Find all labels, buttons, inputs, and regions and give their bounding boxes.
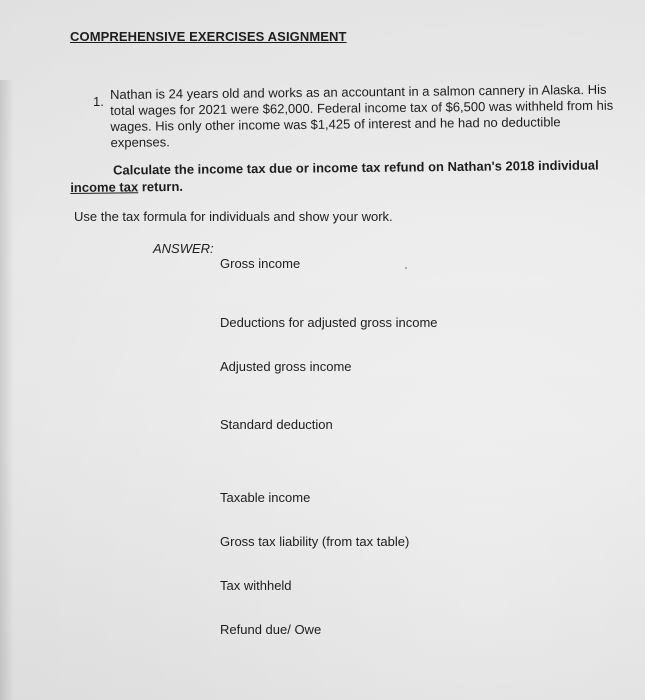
question-line: total wages for 2021 were $62,000. Federal income tax of $6,500 was withheld from his <box>110 97 614 118</box>
underlined-term: income tax <box>70 179 139 195</box>
page-shadow <box>0 80 14 700</box>
calculation-instruction <box>70 156 620 196</box>
instruction-line-2-rest: return. <box>138 178 184 195</box>
answer-item-gross-income: Gross income <box>220 256 301 271</box>
stray-mark <box>405 267 407 269</box>
answer-label: ANSWER: <box>153 241 214 256</box>
answer-item-deductions-for-agi: Deductions for adjusted gross income <box>220 315 438 330</box>
answer-item-adjusted-gross-income: Adjusted gross income <box>220 359 352 374</box>
answer-item-standard-deduction: Standard deduction <box>220 417 333 432</box>
question-text <box>110 82 621 151</box>
answer-item-taxable-income: Taxable income <box>220 490 311 505</box>
answer-item-refund-due-owe: Refund due/ Owe <box>220 622 322 637</box>
answer-item-tax-withheld: Tax withheld <box>220 578 292 593</box>
instruction-line-1: Calculate the income tax due or income tax refund on Nathan's 2018 individual <box>113 157 599 178</box>
page-title: COMPREHENSIVE EXERCISES ASIGNMENT <box>70 29 347 44</box>
question-line: wages. His only other income was $1,425 of interest and he had no deductible <box>110 114 561 134</box>
question-number: 1. <box>93 94 104 109</box>
answer-item-gross-tax-liability: Gross tax liability (from tax table) <box>220 534 410 549</box>
formula-note: Use the tax formula for individuals and show your work. <box>74 209 393 224</box>
question-line: Nathan is 24 years old and works as an accountant in a salmon cannery in Alaska. His <box>110 81 607 102</box>
question-line: expenses. <box>110 134 170 150</box>
